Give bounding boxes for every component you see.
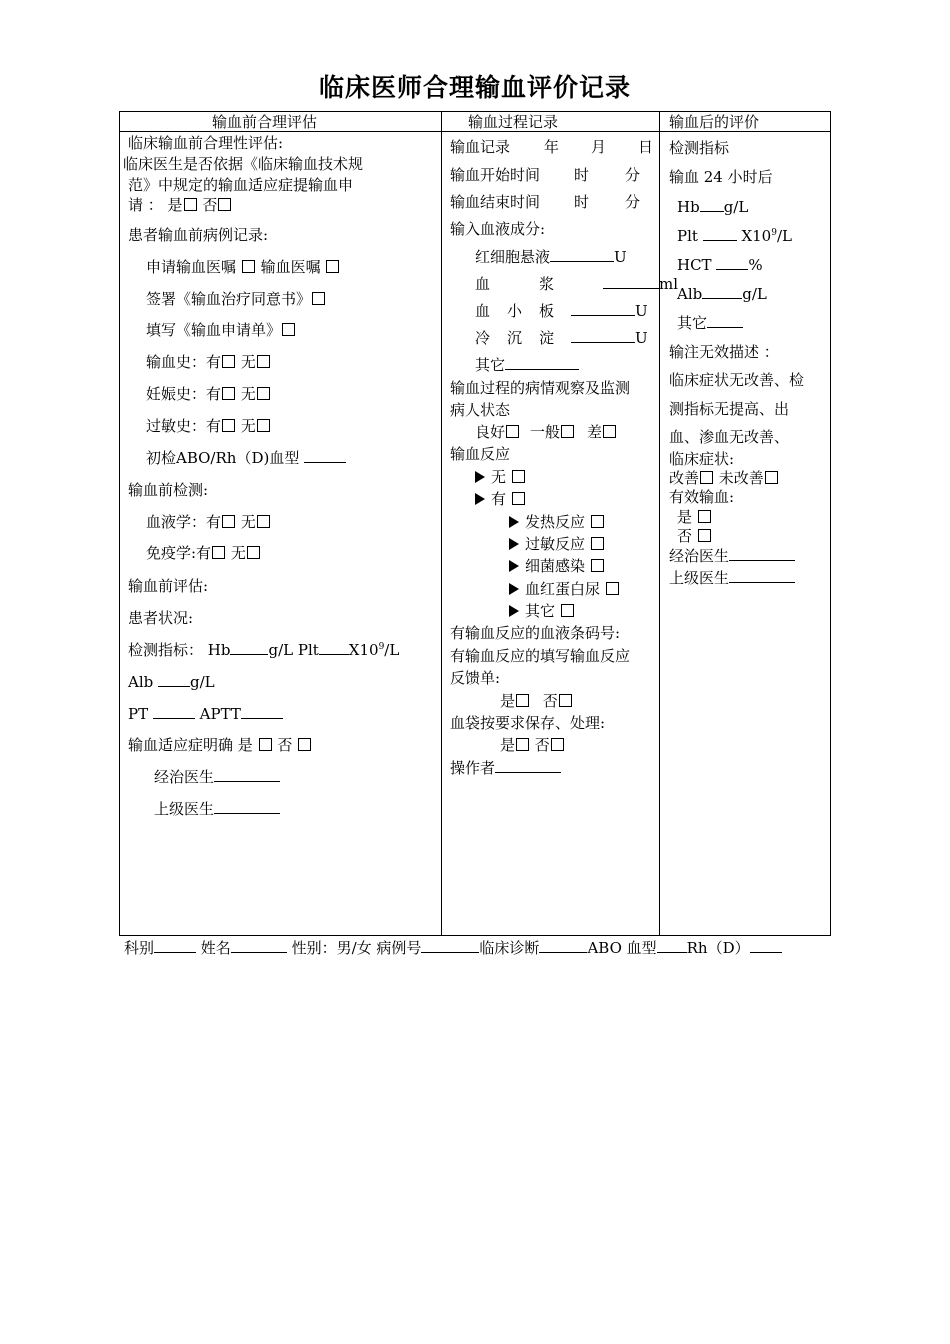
blood-type-row: 初检ABO/Rh（D)血型 [146,449,346,467]
arrow-bullet-icon [509,605,519,617]
senior-doctor-row: 上级医生 [154,800,280,818]
cryo-field[interactable] [571,329,635,343]
history-no-checkbox[interactable] [257,355,270,368]
post-alb-field[interactable] [702,285,742,299]
patient-status-title: 病人状态 [450,401,511,419]
arrow-bullet-icon [509,538,519,550]
effective-yes-row: 是 [677,508,712,526]
alb-row: Alb g/L [128,673,215,691]
operator-row: 操作者 [450,759,561,777]
feedback-no-checkbox[interactable] [559,694,572,707]
alb-field[interactable] [158,673,190,687]
allergy-no-checkbox[interactable] [257,419,270,432]
bacteria-checkbox[interactable] [591,559,604,572]
evaluation-table [119,111,831,936]
status-good-checkbox[interactable] [506,425,519,438]
post-senior-doctor-field[interactable] [729,569,795,583]
other-component-row: 其它 [475,356,579,374]
reaction-none-checkbox[interactable] [512,470,525,483]
status-row: 良好 一般 差 [475,423,617,441]
symptoms-row: 改善 未改善 [669,469,779,487]
post-plt-field[interactable] [703,227,737,241]
bag-answer-row: 是 否 [500,736,565,754]
improved-checkbox[interactable] [700,471,713,484]
rbc-row: 红细胞悬液 U [475,248,627,266]
feedback-title-line: 反馈单: [450,669,501,687]
indication-no-checkbox[interactable] [298,738,311,751]
post-plt-row: Plt $X10^9/L$ [677,227,792,245]
post-other-field[interactable] [707,314,743,328]
post-hct-row: HCT % [677,256,763,274]
header-process-record: 输血过程记录 [468,113,559,131]
plt-field[interactable] [319,641,349,655]
pt-field[interactable] [153,705,195,719]
pre-eval-question: 临床输血前合理性评估: [128,134,284,152]
plasma-field[interactable] [603,275,659,289]
arrow-bullet-icon [475,493,485,505]
page-title: 临床医师合理输血评价记录 [318,73,631,102]
components-title: 输入血液成分: [450,220,546,238]
barcode-title: 有输血反应的血液条码号: [450,624,621,642]
diagnosis-field[interactable] [539,939,587,953]
hemoglobinuria-row: 血红蛋白尿 [509,580,620,598]
reaction-yes-checkbox[interactable] [512,492,525,505]
immunology-no-checkbox[interactable] [247,546,260,559]
abo-field[interactable] [657,939,687,953]
effective-title: 有效输血: [669,488,735,506]
status-average-checkbox[interactable] [561,425,574,438]
feedback-yes-checkbox[interactable] [516,694,529,707]
indication-row: 输血适应症明确 是 否 [128,736,312,754]
header-pre-evaluation: 输血前合理评估 [212,113,318,131]
status-poor-checkbox[interactable] [603,425,616,438]
consent-checkbox[interactable] [312,292,325,305]
header-divider [120,131,830,132]
rh-field[interactable] [750,939,782,953]
reaction-title: 输血反应 [450,445,511,463]
post-hct-field[interactable] [716,256,748,270]
platelet-row: 血小板 U [475,302,648,320]
invalid-description-line: 血、渗血无改善、 [669,428,790,446]
history-yes-checkbox[interactable] [222,355,235,368]
effective-no-checkbox[interactable] [698,529,711,542]
indicators-title: 检测指标 [669,139,730,157]
post-attending-doctor-field[interactable] [729,547,795,561]
column-divider [659,112,660,935]
immunology-row: 免疫学:有 无 [146,544,261,562]
application-form-row: 填写《输血申请单》 [146,321,296,339]
no-checkbox[interactable] [218,198,231,211]
bag-yes-checkbox[interactable] [516,738,529,751]
post-alb-row: Alb g/L [677,285,767,303]
immunology-yes-checkbox[interactable] [212,546,225,559]
fever-row: 发热反应 [509,513,605,531]
invalid-title: 输注无效描述 ： [669,343,779,361]
name-field[interactable] [231,939,287,953]
other-reaction-checkbox[interactable] [561,604,574,617]
plasma-row: 血浆 ml [475,275,679,293]
pre-eval-answer: 请 ： 是 否 [128,196,232,214]
attending-doctor-field[interactable] [214,768,280,782]
fever-checkbox[interactable] [591,515,604,528]
pre-eval-question-line: 范》中规定的输血适应症提输血申 [128,176,354,194]
indicators-row: 检测指标： Hb g/L Plt $X10^9/L$ [128,641,400,659]
case-number-field[interactable] [421,939,479,953]
bag-title: 血袋按要求保存、处理: [450,714,606,732]
pre-test-title: 输血前检测: [128,481,209,499]
allergic-row: 过敏反应 [509,535,605,553]
yes-checkbox[interactable] [184,198,197,211]
bacteria-row: 细菌感染 [509,557,605,575]
consent-row: 签署《输血治疗同意书》 [146,290,326,308]
hb-field[interactable] [230,641,268,655]
cryo-row: 冷沉淀 U [475,329,648,347]
allergy-yes-checkbox[interactable] [222,419,235,432]
post-hb-field[interactable] [700,198,724,212]
transfusion-order-checkbox[interactable] [326,260,339,273]
invalid-description-line: 测指标无提高、出 [669,400,790,418]
pre-eval-question-line: 临床医生是否依据《临床输血技术规 [123,155,364,173]
feedback-answer-row: 是 否 [500,692,573,710]
transfusion-history-row: 输血史：有 无 [146,353,271,371]
hematology-row: 血液学：有 无 [146,513,271,531]
pt-aptt-row: PT APTT [128,705,283,723]
effective-yes-checkbox[interactable] [698,510,711,523]
symptoms-title: 临床症状: [669,450,735,468]
arrow-bullet-icon [509,583,519,595]
blood-type-field[interactable] [304,449,346,463]
pre-eval-title: 输血前评估: [128,577,209,595]
operator-field[interactable] [495,759,561,773]
post-hb-row: Hb g/L [677,198,749,216]
record-date-row: 输血记录 年 月 日 [450,138,654,156]
pregnancy-history-row: 妊娠史：有 无 [146,385,271,403]
rbc-field[interactable] [550,248,614,262]
start-time-row: 输血开始时间 时 分 [450,166,641,184]
senior-doctor-field[interactable] [214,800,280,814]
column-divider [441,112,442,935]
pregnancy-yes-checkbox[interactable] [222,387,235,400]
reaction-none-row: 无 [475,468,526,486]
reaction-yes-row: 有 [475,490,526,508]
arrow-bullet-icon [509,516,519,528]
other-reaction-row: 其它 [509,602,575,620]
apply-order-row: 申请输血医嘱 输血医嘱 [146,258,340,276]
post-attending-doctor-row: 经治医生 [669,547,795,565]
effective-no-row: 否 [677,527,712,545]
hemoglobinuria-checkbox[interactable] [606,582,619,595]
post-senior-doctor-row: 上级医生 [669,569,795,587]
not-improved-checkbox[interactable] [765,471,778,484]
observation-title: 输血过程的病情观察及监测 [450,379,631,397]
invalid-description: 临床症状无改善、检 [669,371,805,389]
record-title: 患者输血前病例记录: [128,226,269,244]
hematology-no-checkbox[interactable] [257,515,270,528]
hematology-yes-checkbox[interactable] [222,515,235,528]
end-time-row: 输血结束时间 时 分 [450,193,641,211]
pregnancy-no-checkbox[interactable] [257,387,270,400]
bag-no-checkbox[interactable] [551,738,564,751]
allergic-checkbox[interactable] [591,537,604,550]
post-other-row: 其它 [677,314,743,332]
arrow-bullet-icon [509,560,519,572]
application-form-checkbox[interactable] [282,323,295,336]
patient-status-title: 患者状况: [128,609,194,627]
header-post-evaluation: 输血后的评价 [669,113,760,131]
department-field[interactable] [154,939,196,953]
platelet-field[interactable] [571,302,635,316]
after-24h-title: 输血 24 小时后 [669,168,773,186]
feedback-title: 有输血反应的填写输血反应 [450,647,631,665]
aptt-field[interactable] [241,705,283,719]
apply-order-checkbox[interactable] [242,260,255,273]
indication-yes-checkbox[interactable] [259,738,272,751]
arrow-bullet-icon [475,471,485,483]
other-component-field[interactable] [505,356,579,370]
allergy-history-row: 过敏史：有 无 [146,417,271,435]
attending-doctor-row: 经治医生 [154,768,280,786]
patient-info-footer: 科别 姓名 性别：男/女 病例号 临床诊断 ABO 血型 Rh（D） [124,939,782,957]
